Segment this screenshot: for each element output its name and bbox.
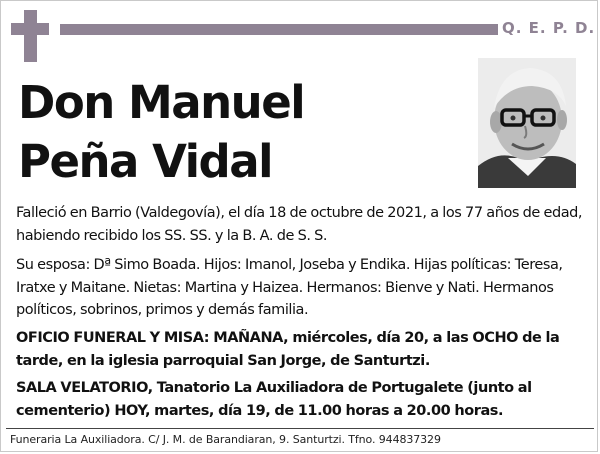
deceased-name-line2: Peña Vidal <box>18 135 273 188</box>
cross-icon-bar <box>11 23 49 35</box>
funeral-home-footer: Funeraria La Auxiliadora. C/ J. M. de Barandiaran, 9. Santurtzi. Tfno. 944837329 <box>10 433 441 446</box>
header-rule <box>60 24 498 35</box>
funeral-text: OFICIO FUNERAL Y MISA: MAÑANA, miércoles, día 20, a las OCHO de la tarde, en la iglesia parroquial San Jorge, de Santurtzi. <box>16 330 560 369</box>
wake-text: SALA VELATORIO, Tanatorio La Auxiliadora de Portugalete (junto al cementerio) HOY, martes, día 19, de 11.00 horas a 20.00 horas. <box>16 380 532 419</box>
footer-divider <box>6 428 594 429</box>
portrait-photo <box>478 58 576 188</box>
family-text: Su esposa: Dª Simo Boada. Hijos: Imanol, Joseba y Endika. Hijas políticas: Teresa, Iratxe y Maitane. Nietas: Martina y Haizea. Hermanos: Bienve y Nati. Hermanos políticos, sobrinos, primos y demás familia. <box>16 257 563 318</box>
qepd-label: Q. E. P. D. <box>502 19 596 37</box>
deceased-name-line1: Don Manuel <box>18 76 305 129</box>
death-notice-text: Falleció en Barrio (Valdegovía), el día 18 de octubre de 2021, a los 77 años de edad, habiendo recibido los SS. SS. y la B. A. de S. S. <box>16 205 583 244</box>
cross-icon <box>24 10 37 62</box>
portrait-image <box>478 58 576 188</box>
